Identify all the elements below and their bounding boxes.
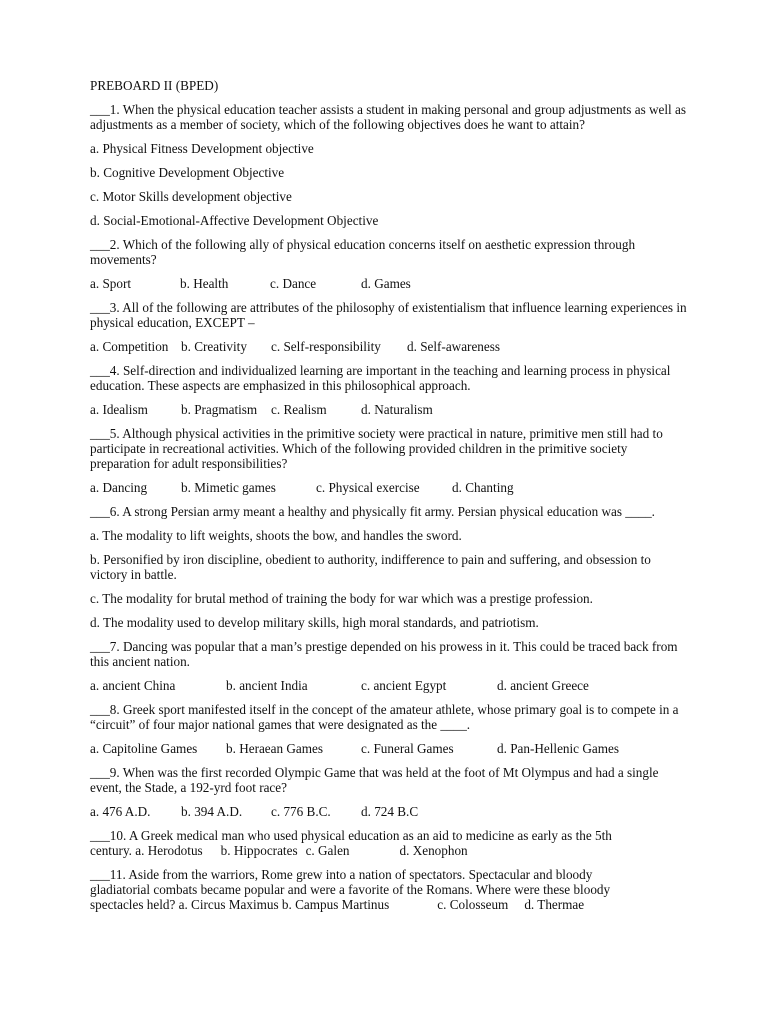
question-10: [90, 828, 690, 858]
question-2-option-d: d. Games: [361, 276, 411, 291]
question-3-options: [90, 339, 690, 354]
question-11: [90, 867, 690, 912]
question-5-options: [90, 480, 690, 495]
question-10-option-a: a. Herodotus: [135, 843, 203, 858]
question-9-option-a: a. 476 A.D.: [90, 804, 151, 819]
question-8-option-c: c. Funeral Games: [361, 741, 454, 756]
document-title: PREBOARD II (BPED): [90, 78, 219, 93]
question-1-option-c: c. Motor Skills development objective: [90, 189, 292, 204]
question-11-line-3: [90, 897, 690, 912]
question-5-option-c: c. Physical exercise: [316, 480, 420, 495]
question-5-option-a: a. Dancing: [90, 480, 148, 495]
question-10-prefix: century.: [90, 843, 132, 858]
question-10-line-1: ___10. A Greek medical man who used physical education as an aid to medicine as early as the 5th: [90, 828, 612, 843]
question-8-option-b: b. Heraean Games: [226, 741, 324, 756]
question-7: ___7. Dancing was popular that a man’s prestige depended on his prowess in it. This could be traced back from this ancient nation.: [90, 639, 678, 669]
question-11-line-2: gladiatorial combats became popular and were a favorite of the Romans. Where were these bloody: [90, 882, 611, 897]
question-7-options: [90, 678, 690, 693]
question-6: ___6. A strong Persian army meant a healthy and physically fit army. Persian physical education was ____.: [90, 504, 655, 519]
question-6-option-a: a. The modality to lift weights, shoots the bow, and handles the sword.: [90, 528, 462, 543]
document-page: [90, 78, 690, 921]
question-2-options: [90, 276, 690, 291]
question-11-option-c: c. Colosseum: [437, 897, 509, 912]
question-10-option-c: c. Galen: [305, 843, 350, 858]
question-9: ___9. When was the first recorded Olympic Game that was held at the foot of Mt Olympus and had a single event, the Stade, a 192-yrd foot race?: [90, 765, 659, 795]
question-11-option-a: a. Circus Maximus: [178, 897, 279, 912]
question-2-option-a: a. Sport: [90, 276, 132, 291]
question-3-option-d: d. Self-awareness: [407, 339, 501, 354]
question-9-option-d: d. 724 B.C: [361, 804, 419, 819]
question-9-option-b: b. 394 A.D.: [181, 804, 243, 819]
question-2-option-b: b. Health: [180, 276, 229, 291]
question-4-option-c: c. Realism: [271, 402, 327, 417]
question-6-option-b: b. Personified by iron discipline, obedient to authority, indifference to pain and suffering, and obsession to victory in battle.: [90, 552, 651, 582]
question-2-option-c: c. Dance: [270, 276, 317, 291]
question-10-line-2: [90, 843, 690, 858]
question-11-option-d: d. Thermae: [524, 897, 585, 912]
question-6-option-d: d. The modality used to develop military skills, high moral standards, and patriotism.: [90, 615, 539, 630]
question-1-option-b: b. Cognitive Development Objective: [90, 165, 285, 180]
question-1-option-a: a. Physical Fitness Development objective: [90, 141, 314, 156]
question-2: ___2. Which of the following ally of physical education concerns itself on aesthetic expression through movements?: [90, 237, 636, 267]
question-3: ___3. All of the following are attributes of the philosophy of existentialism that influence learning experiences in physical education, EXCEPT –: [90, 300, 687, 330]
question-7-option-c: c. ancient Egypt: [361, 678, 447, 693]
question-8: ___8. Greek sport manifested itself in the concept of the amateur athlete, whose primary goal is to compete in a “circuit” of four major national games that were designated as the ____.: [90, 702, 679, 732]
question-1-option-d: d. Social-Emotional-Affective Development Objective: [90, 213, 379, 228]
question-7-option-a: a. ancient China: [90, 678, 176, 693]
question-1: ___1. When the physical education teacher assists a student in making personal and group adjustments as well as adjustments as a member of society, which of the following objectives does he want to attain?: [90, 102, 686, 132]
question-4-option-b: b. Pragmatism: [181, 402, 258, 417]
question-7-option-d: d. ancient Greece: [497, 678, 589, 693]
question-11-prefix: spectacles held?: [90, 897, 176, 912]
question-4-option-d: d. Naturalism: [361, 402, 433, 417]
question-3-option-a: a. Competition: [90, 339, 169, 354]
question-10-option-b: b. Hippocrates: [220, 843, 298, 858]
question-7-option-b: b. ancient India: [226, 678, 308, 693]
question-6-option-c: c. The modality for brutal method of training the body for war which was a prestige profession.: [90, 591, 593, 606]
question-11-option-b: b. Campus Martinus: [281, 897, 390, 912]
question-9-option-c: c. 776 B.C.: [271, 804, 331, 819]
question-5: ___5. Although physical activities in the primitive society were practical in nature, primitive men still had to participate in recreational activities. Which of the following provided children in the primitive society preparation for adult responsibilities?: [90, 426, 663, 471]
question-9-options: [90, 804, 690, 819]
question-3-option-b: b. Creativity: [181, 339, 247, 354]
question-10-option-d: d. Xenophon: [399, 843, 468, 858]
question-4-option-a: a. Idealism: [90, 402, 148, 417]
question-8-options: [90, 741, 690, 756]
question-4: ___4. Self-direction and individualized learning are important in the teaching and learning process in physical education. These aspects are emphasized in this philosophical approach.: [90, 363, 671, 393]
question-8-option-a: a. Capitoline Games: [90, 741, 198, 756]
question-5-option-b: b. Mimetic games: [181, 480, 276, 495]
question-11-line-1: ___11. Aside from the warriors, Rome grew into a nation of spectators. Spectacular and bloody: [90, 867, 593, 882]
question-3-option-c: c. Self-responsibility: [271, 339, 381, 354]
question-8-option-d: d. Pan-Hellenic Games: [497, 741, 619, 756]
question-4-options: [90, 402, 690, 417]
question-5-option-d: d. Chanting: [452, 480, 514, 495]
